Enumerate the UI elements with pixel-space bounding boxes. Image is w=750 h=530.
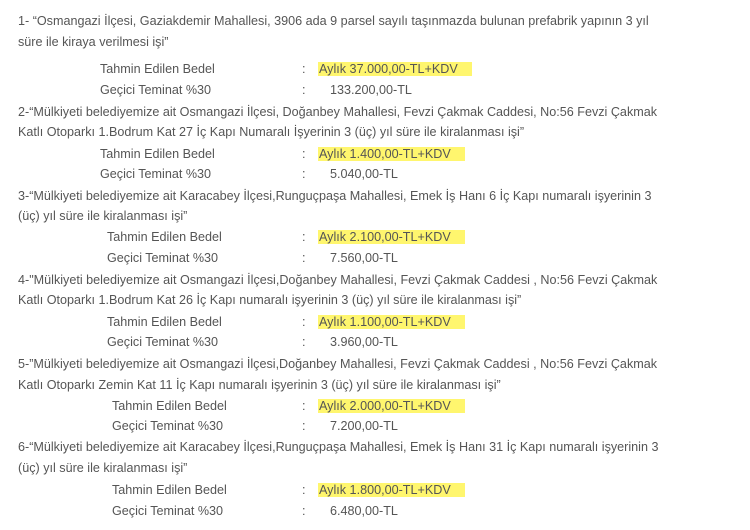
item-3-bedel-separator: : bbox=[302, 230, 306, 244]
item-4-title-line2: Katlı Otoparkı 1.Bodrum Kat 26 İç Kapı numaralı işyerinin 3 (üç) yıl süre ile kiralanması işi” bbox=[18, 293, 522, 307]
item-3-bedel-value: Aylık 2.100,00-TL+KDV bbox=[318, 230, 465, 244]
item-4-teminat-label: Geçici Teminat %30 bbox=[107, 335, 219, 349]
item-4-bedel-separator: : bbox=[302, 315, 306, 329]
item-3-teminat-separator: : bbox=[302, 251, 306, 265]
item-1-teminat-separator: : bbox=[302, 83, 306, 97]
item-6-bedel-label: Tahmin Edilen Bedel bbox=[112, 483, 227, 497]
item-3-title-line2: (üç) yıl süre ile kiralanması işi” bbox=[18, 209, 188, 223]
item-2-teminat-separator: : bbox=[302, 167, 306, 181]
item-4-bedel-value: Aylık 1.100,00-TL+KDV bbox=[318, 315, 465, 329]
item-3-title-line1: 3-“Mülkiyeti belediyemize ait Karacabey İlçesi,Runguçpaşa Mahallesi, Emek İş Hanı 6 İç Kapı numaralı işyerinin 3 bbox=[18, 189, 652, 203]
item-1-bedel-value: Aylık 37.000,00-TL+KDV bbox=[318, 62, 472, 76]
item-6-teminat-separator: : bbox=[302, 504, 306, 518]
item-6-teminat-label: Geçici Teminat %30 bbox=[112, 504, 224, 518]
item-1-bedel-separator: : bbox=[302, 62, 306, 76]
item-2-bedel-label: Tahmin Edilen Bedel bbox=[100, 147, 215, 161]
item-4-bedel-label: Tahmin Edilen Bedel bbox=[107, 315, 222, 329]
item-6-bedel-value: Aylık 1.800,00-TL+KDV bbox=[318, 483, 465, 497]
item-1-title-line2: süre ile kiraya verilmesi işi” bbox=[18, 35, 169, 49]
item-5-bedel-value: Aylık 2.000,00-TL+KDV bbox=[318, 399, 465, 413]
item-3-teminat-label: Geçici Teminat %30 bbox=[107, 251, 219, 265]
item-6-teminat-value: 6.480,00-TL bbox=[330, 504, 398, 518]
item-5-title-line2: Katlı Otoparkı Zemin Kat 11 İç Kapı numaralı işyerinin 3 (üç) yıl süre ile kiralanması işi” bbox=[18, 378, 501, 392]
item-5-teminat-separator: : bbox=[302, 419, 306, 433]
item-2-teminat-value: 5.040,00-TL bbox=[330, 167, 398, 181]
item-2-bedel-separator: : bbox=[302, 147, 306, 161]
item-1-bedel-label: Tahmin Edilen Bedel bbox=[100, 62, 215, 76]
item-4-teminat-value: 3.960,00-TL bbox=[330, 335, 398, 349]
item-5-teminat-value: 7.200,00-TL bbox=[330, 419, 398, 433]
item-2-title-line1: 2-“Mülkiyeti belediyemize ait Osmangazi İlçesi, Doğanbey Mahallesi, Fevzi Çakmak Caddesi, No:56 Fevzi Çakmak bbox=[18, 105, 658, 119]
item-1-teminat-label: Geçici Teminat %30 bbox=[100, 83, 212, 97]
item-5-bedel-label: Tahmin Edilen Bedel bbox=[112, 399, 227, 413]
item-6-bedel-separator: : bbox=[302, 483, 306, 497]
item-5-title-line1: 5-”Mülkiyeti belediyemize ait Osmangazi İlçesi,Doğanbey Mahallesi, Fevzi Çakmak Caddesi , No:56 Fevzi Çakmak bbox=[18, 357, 658, 371]
item-3-bedel-label: Tahmin Edilen Bedel bbox=[107, 230, 222, 244]
item-2-title-line2: Katlı Otoparkı 1.Bodrum Kat 27 İç Kapı Numaralı İşyerinin 3 (üç) yıl süre ile kiralanması işi” bbox=[18, 125, 525, 139]
item-6-title-line2: (üç) yıl süre ile kiralanması işi” bbox=[18, 461, 188, 475]
item-5-teminat-label: Geçici Teminat %30 bbox=[112, 419, 224, 433]
item-2-bedel-value: Aylık 1.400,00-TL+KDV bbox=[318, 147, 465, 161]
item-4-title-line1: 4-"Mülkiyeti belediyemize ait Osmangazi İlçesi,Doğanbey Mahallesi, Fevzi Çakmak Caddesi , No:56 Fevzi Çakmak bbox=[18, 273, 658, 287]
item-2-teminat-label: Geçici Teminat %30 bbox=[100, 167, 212, 181]
item-3-teminat-value: 7.560,00-TL bbox=[330, 251, 398, 265]
item-1-teminat-value: 133.200,00-TL bbox=[330, 83, 412, 97]
item-5-bedel-separator: : bbox=[302, 399, 306, 413]
item-6-title-line1: 6-“Mülkiyeti belediyemize ait Karacabey İlçesi,Runguçpaşa Mahallesi, Emek İş Hanı 31 İç Kapı numaralı işyerinin 3 bbox=[18, 440, 659, 454]
item-4-teminat-separator: : bbox=[302, 335, 306, 349]
item-1-title-line1: 1- “Osmangazi İlçesi, Gaziakdemir Mahallesi, 3906 ada 9 parsel sayılı taşınmazda bulunan prefabrik yapının 3 yıl bbox=[18, 14, 649, 28]
